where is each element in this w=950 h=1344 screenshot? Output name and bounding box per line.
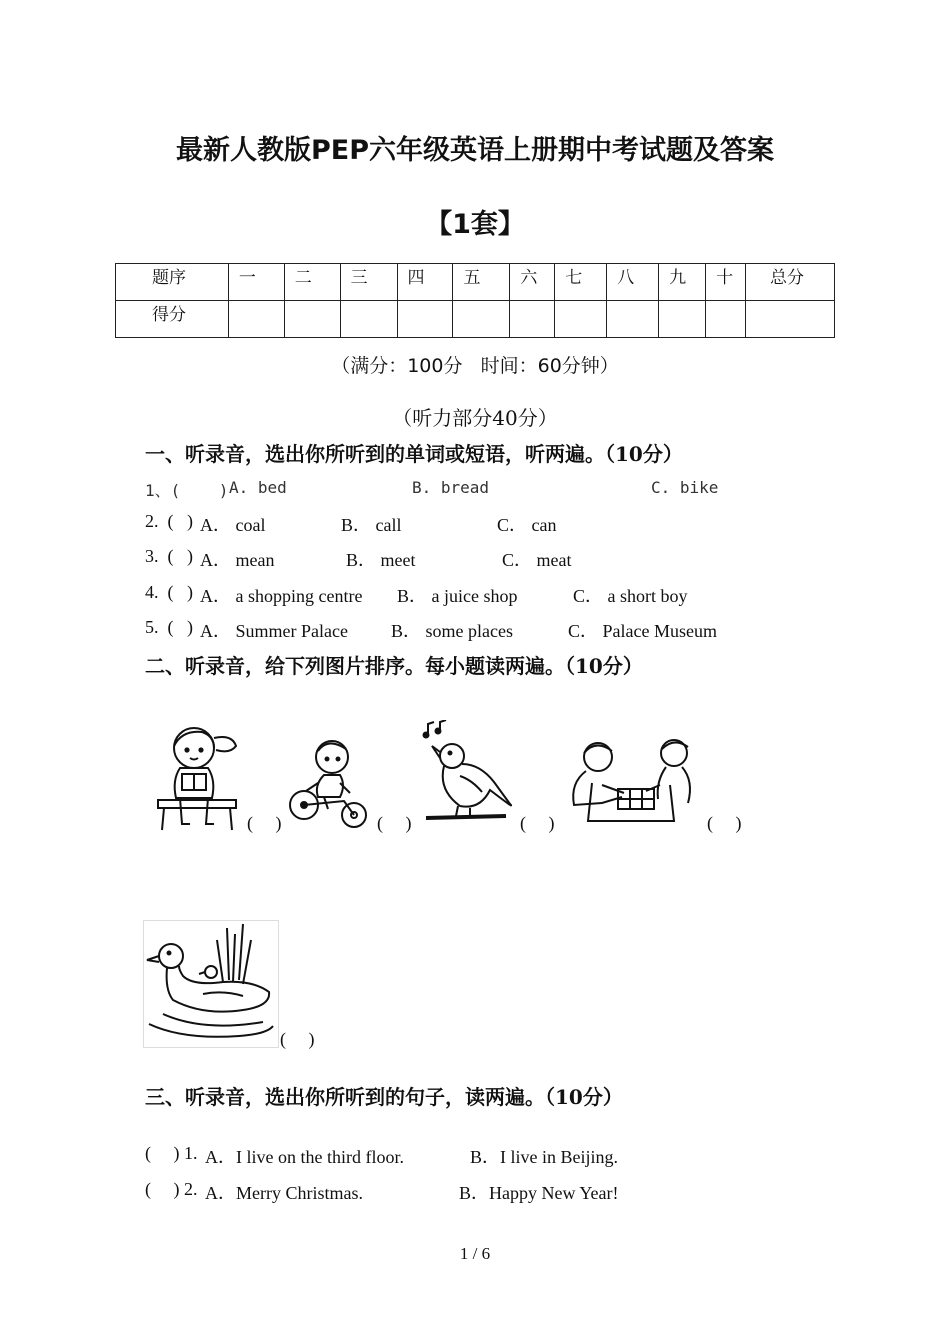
score-header-cell: 题序: [116, 264, 229, 301]
q4-option-b[interactable]: B． a juice shop: [397, 586, 518, 606]
s3-q1-number: ( ) 1.: [145, 1143, 198, 1163]
score-cell[interactable]: [659, 301, 706, 338]
q1-option-a[interactable]: A. bed: [229, 478, 287, 497]
score-cell[interactable]: [397, 301, 453, 338]
score-cell[interactable]: [453, 301, 510, 338]
s3-q1-option-b[interactable]: B．I live in Beijing.: [470, 1147, 618, 1167]
score-cell[interactable]: [228, 301, 284, 338]
score-header-cell: 六: [510, 264, 555, 301]
picture2-answer-blank[interactable]: ( ): [377, 813, 412, 833]
score-header-cell: 总分: [746, 264, 835, 301]
duck-ducklings-picture: [143, 920, 279, 1048]
q2-number: 2. ( ): [145, 511, 193, 531]
score-header-cell: 一: [228, 264, 284, 301]
q4-number: 4. ( ): [145, 582, 193, 602]
section3-heading: 三、听录音，选出你所听到的句子，读两遍。（10分）: [145, 1085, 623, 1109]
score-cell[interactable]: [555, 301, 607, 338]
score-cell[interactable]: [706, 301, 746, 338]
score-cell[interactable]: [510, 301, 555, 338]
score-header-cell: 四: [397, 264, 453, 301]
q3-number: 3. ( ): [145, 546, 193, 566]
boy-tricycle-picture: [284, 735, 374, 830]
score-cell[interactable]: [607, 301, 659, 338]
q2-option-a[interactable]: A． coal: [200, 515, 266, 535]
q3-option-b[interactable]: B． meet: [346, 550, 416, 570]
score-header-cell: 七: [555, 264, 607, 301]
s3-q2-option-b[interactable]: B．Happy New Year!: [459, 1183, 619, 1203]
page-title: 最新人教版PEP六年级英语上册期中考试题及答案: [175, 135, 775, 166]
picture1-answer-blank[interactable]: ( ): [247, 813, 282, 833]
exam-meta: （满分：100分 时间：60分钟）: [331, 355, 619, 377]
score-cell[interactable]: [284, 301, 340, 338]
score-header-cell: 十: [706, 264, 746, 301]
q4-option-c[interactable]: C． a short boy: [573, 586, 688, 606]
score-header-cell: 九: [659, 264, 706, 301]
q5-option-b[interactable]: B． some places: [391, 621, 513, 641]
score-header-cell: 二: [284, 264, 340, 301]
listening-part-label: （听力部分40分）: [392, 406, 558, 430]
q3-option-a[interactable]: A． mean: [200, 550, 275, 570]
children-chess-picture: [562, 735, 702, 827]
s3-q2-number: ( ) 2.: [145, 1179, 198, 1199]
s3-q2-option-a[interactable]: A．Merry Christmas.: [205, 1183, 363, 1203]
q1-option-b[interactable]: B. bread: [412, 478, 490, 497]
score-table: [115, 263, 835, 338]
girl-reading-picture: [152, 720, 242, 835]
picture3-answer-blank[interactable]: ( ): [520, 813, 555, 833]
score-cell[interactable]: [340, 301, 397, 338]
q5-number: 5. ( ): [145, 617, 193, 637]
picture4-answer-blank[interactable]: ( ): [707, 813, 742, 833]
section1-heading: 一、听录音，选出你所听到的单词或短语，听两遍。（10分）: [145, 442, 683, 466]
s3-q1-option-a[interactable]: A．I live on the third floor.: [205, 1147, 404, 1167]
bird-singing-picture: [420, 720, 520, 830]
page-number: 1 / 6: [459, 1244, 491, 1263]
q1-option-c[interactable]: C. bike: [651, 478, 719, 497]
score-table-score-row: [116, 301, 835, 338]
q3-option-c[interactable]: C． meat: [502, 550, 572, 570]
score-cell[interactable]: [746, 301, 835, 338]
section2-heading: 二、听录音，给下列图片排序。每小题读两遍。（10分）: [145, 654, 643, 678]
q4-option-a[interactable]: A． a shopping centre: [200, 586, 363, 606]
q2-option-c[interactable]: C． can: [497, 515, 557, 535]
score-table-header-row: [116, 264, 835, 301]
q2-option-b[interactable]: B． call: [341, 515, 402, 535]
q5-option-c[interactable]: C． Palace Museum: [568, 621, 717, 641]
page-subtitle: 【1套】: [425, 209, 525, 240]
score-header-cell: 五: [453, 264, 510, 301]
picture5-answer-blank[interactable]: ( ): [280, 1029, 315, 1049]
score-header-cell: 八: [607, 264, 659, 301]
q5-option-a[interactable]: A． Summer Palace: [200, 621, 348, 641]
score-header-cell: 三: [340, 264, 397, 301]
q1-number: 1、( ): [145, 481, 229, 500]
score-row-label: 得分: [116, 301, 229, 338]
